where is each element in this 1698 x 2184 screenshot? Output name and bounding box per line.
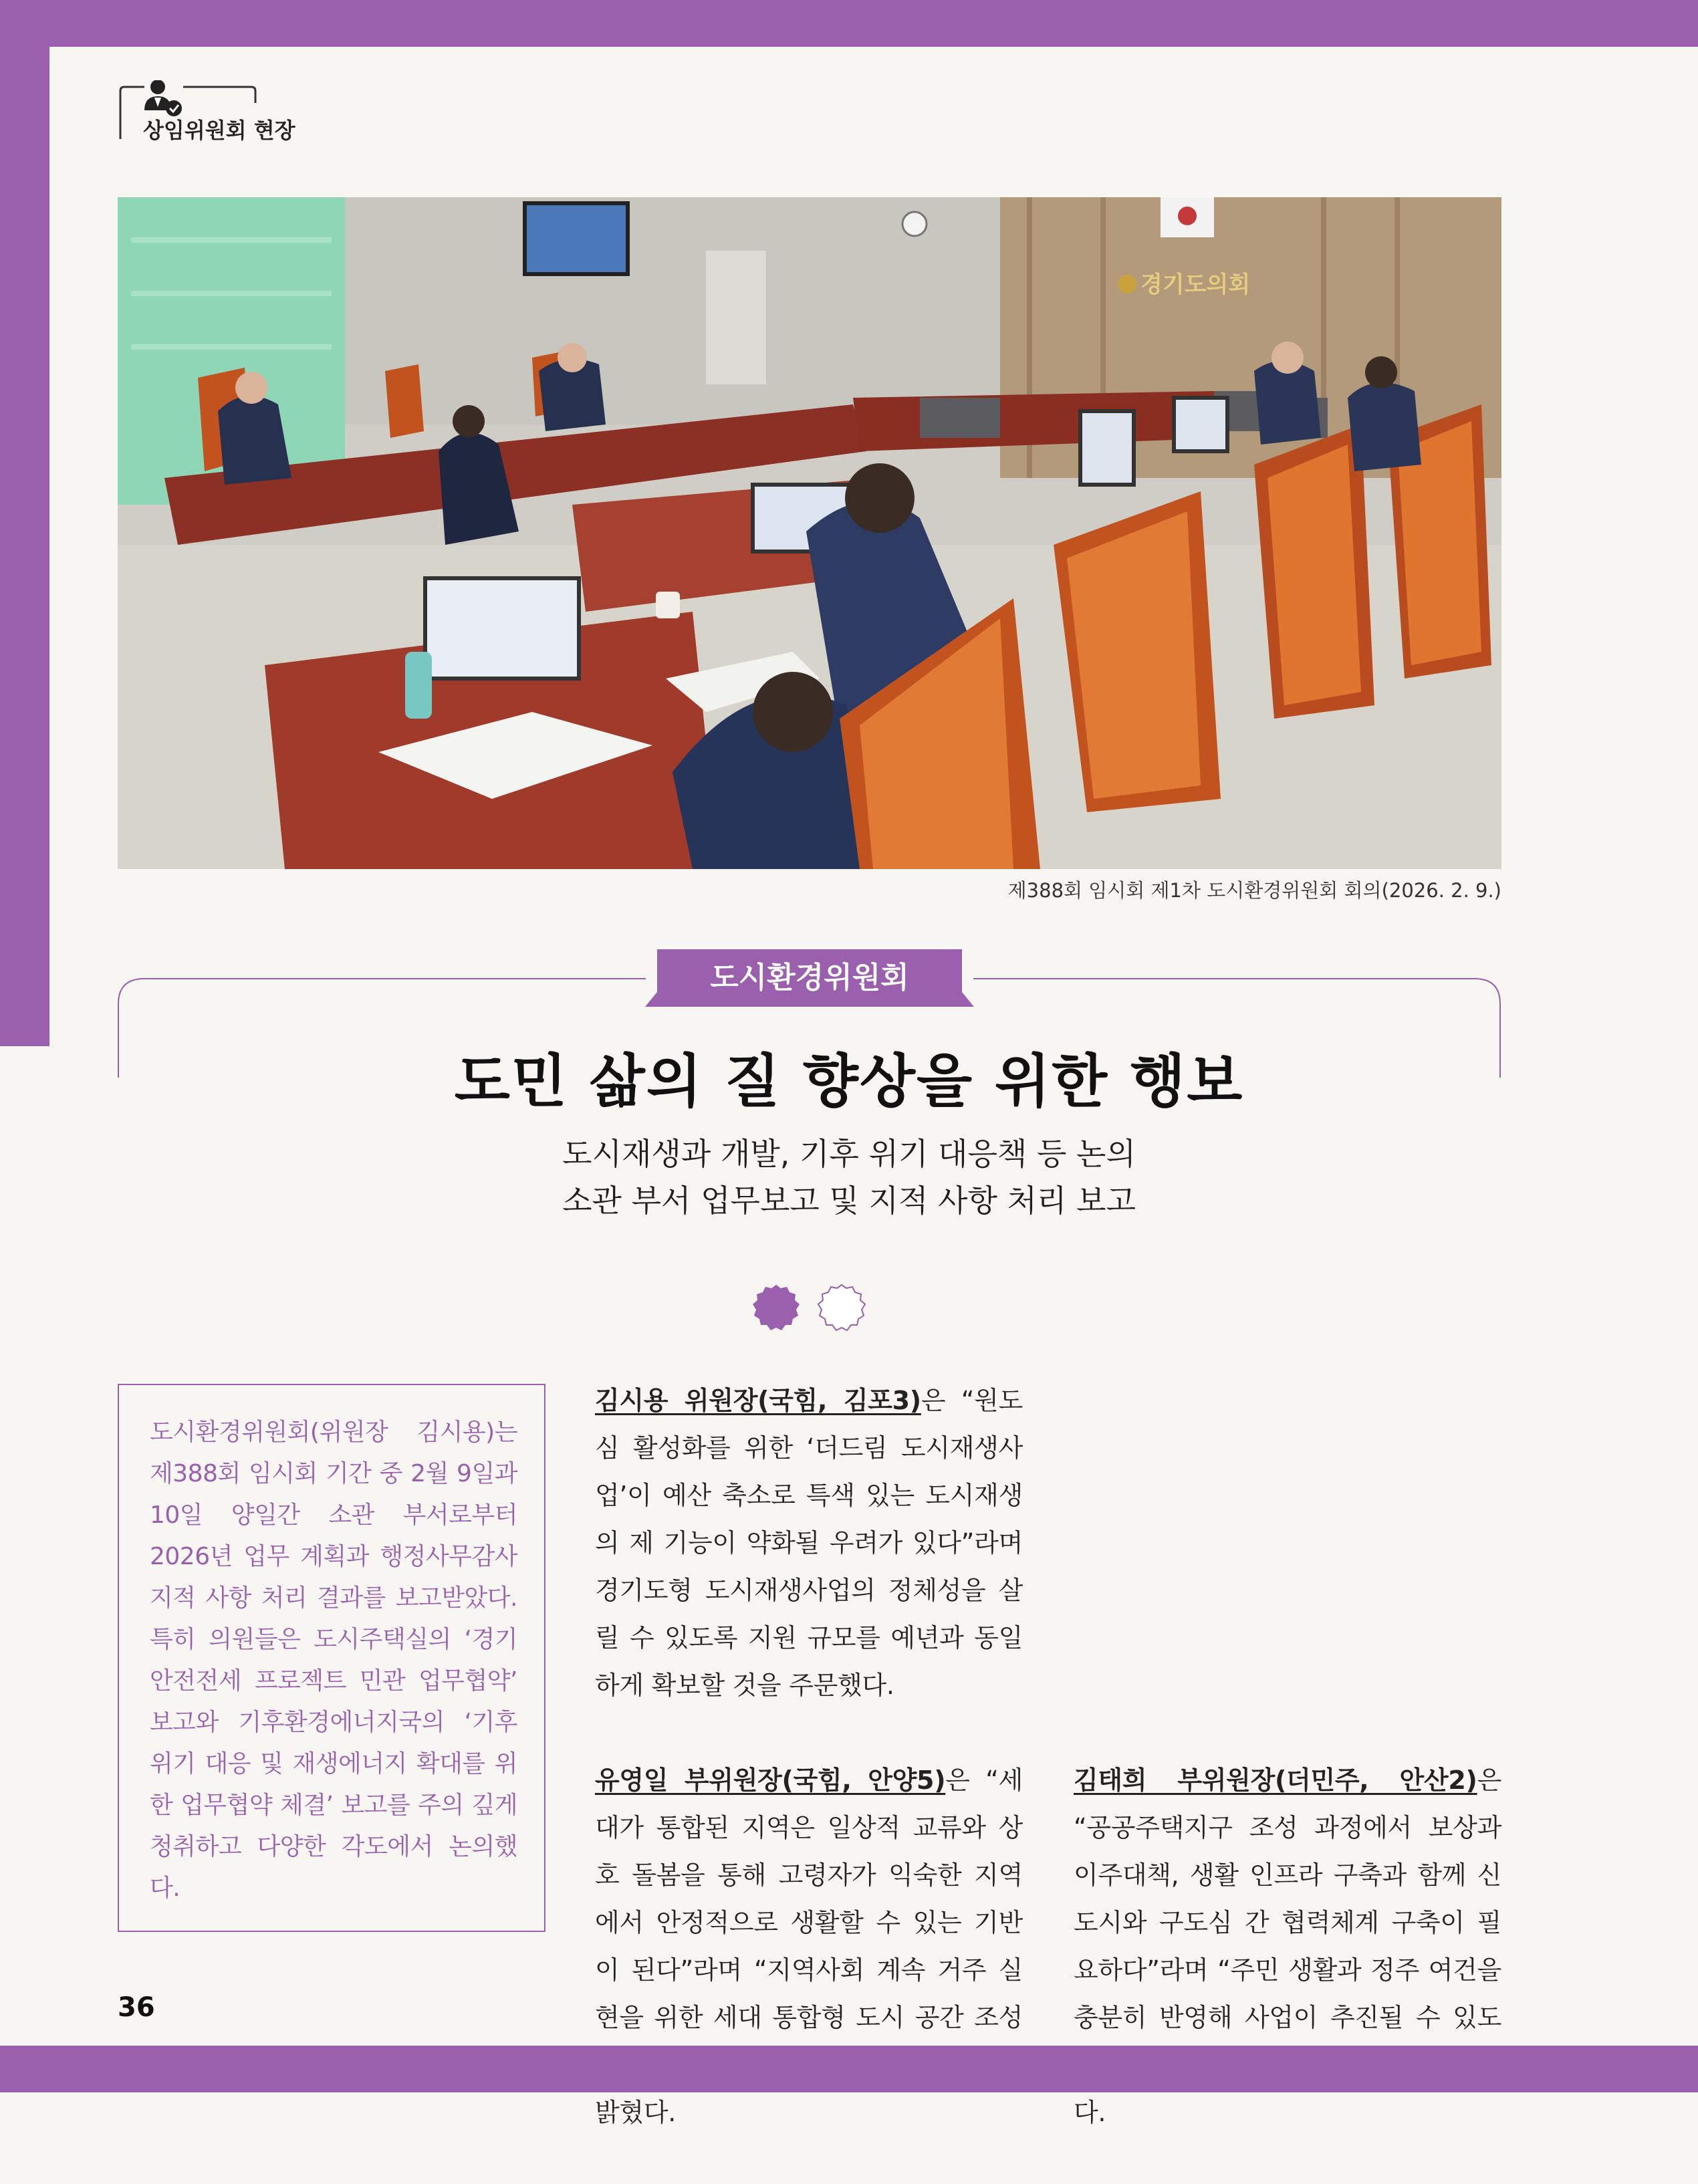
speaker-name: 김태희 부위원장(더민주, 안산2) [1074,1766,1477,1795]
body-column-2 [1074,1757,1501,2184]
summary-text: 도시환경위원회(위원장 김시용)는 제388회 임시회 기간 중 2월 9일과 10일 양일간 소관 부서로부터 2026년 업무 계획과 행정사무감사 지적 사항 처리 결과를 보고받았다. 특히 의원들은 도시주택실의 ‘경기 안전전세 프로젝트 민관 업무협약’ 보고와 기후환경에너지국의 ‘기후 위기 대응 및 재생에너지 확대를 위한 업무협약 체결’ 보고를 주의 깊게 청취하고 다양한 각도에서 논의했다. [150,1419,517,1902]
article-subtitle-line2: 소관 부서 업무보고 및 지적 사항 처리 보고 [562,1183,1136,1219]
summary-box [118,1384,545,1932]
article-subtitle-line1: 도시재생과 개발, 기후 위기 대응책 등 논의 [562,1136,1136,1172]
speaker-name: 유영일 부위원장(국힘, 안양5) [595,1766,946,1795]
page-number: 36 [118,1992,155,2023]
page-indicator-empty [817,1284,866,1333]
section-label: 상임위원회 현장 [143,118,295,143]
assembly-nameplate: 경기도의회 [1140,271,1251,298]
committee-badge-label: 도시환경위원회 [710,961,909,995]
meeting-photo [118,197,1501,869]
bottom-accent-bar [0,2046,1698,2092]
paragraph-chair [595,1377,1023,1709]
paragraph-text: 은 “원도심 활성화를 위한 ‘더드림 도시재생사업’이 예산 축소로 특색 있는 도시재생의 제 기능이 약화될 우려가 있다”라며 경기도형 도시재생사업의 정체성을 살릴 수 있도록 지원 규모를 예년과 동일하게 확보할 것을 주문했다. [595,1386,1023,1700]
article-headline: 도민 삶의 질 향상을 위한 행보 [454,1048,1244,1115]
paragraph-text: 은 “세대가 통합된 지역은 일상적 교류와 상호 돌봄을 통해 고령자가 익숙한 지역에서 안정적으로 생활할 수 있는 기반이 된다”라며 “지역사회 계속 거주 실현을 위한 세대 통합형 도시 공간 조성 밝혔다. [595,1766,1023,2127]
top-accent-bar [0,0,1698,47]
page-indicator-filled [751,1284,801,1333]
speaker-name: 김시용 위원장(국힘, 김포3) [595,1386,921,1415]
photo-caption: 제388회 임시회 제1차 도시환경위원회 회의(2026. 2. 9.) [1007,879,1501,902]
paragraph-text: 은 “공공주택지구 조성 과정에서 보상과 이주대책, 생활 인프라 구축과 함께 신도시와 구도심 간 협력체계 구축이 필요하다”라며 “주민 생활과 정주 여건을 충분히 반영해 사업이 추진될 수 있도 다. [1074,1766,1501,2127]
left-accent-bar [0,0,49,1046]
